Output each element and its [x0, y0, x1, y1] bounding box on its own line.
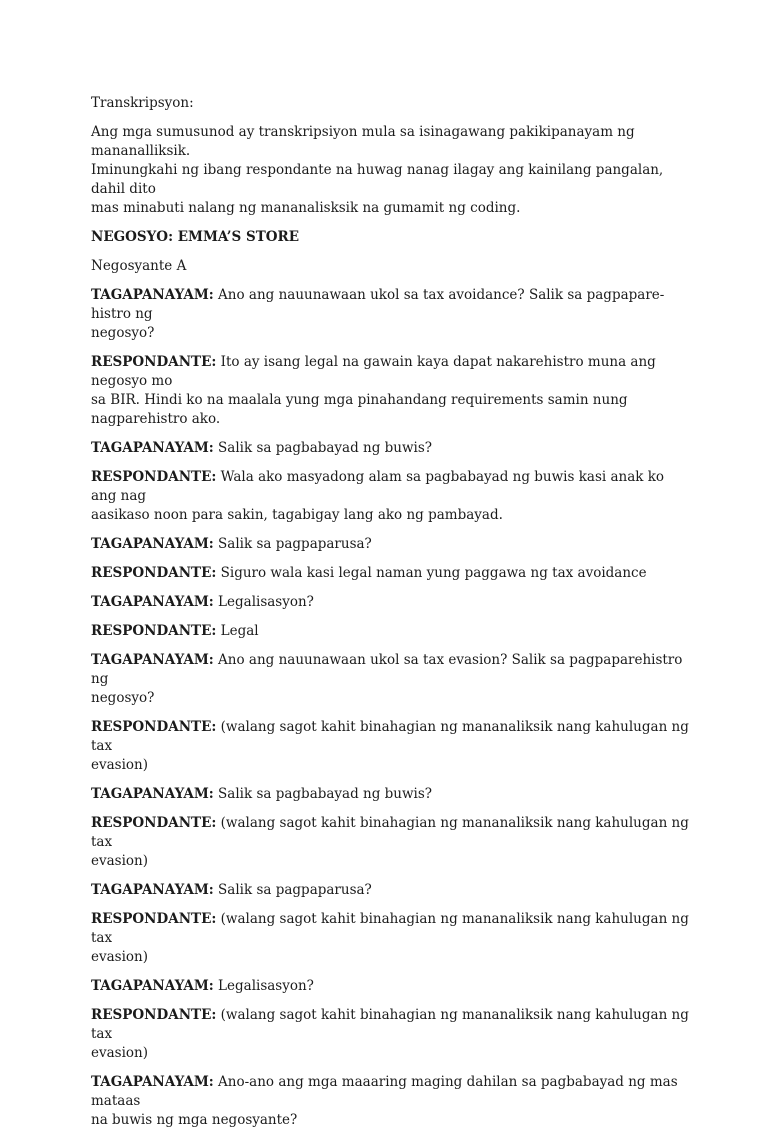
transcript-line: Ano-ano ang mga maaaring maging dahilan sa pagbabayad ng mas mataas — [91, 1074, 678, 1109]
transcript-line: aasikaso noon para sakin, tagabigay lang ako ng pambayad. — [91, 507, 503, 523]
transcript-line: evasion) — [91, 949, 148, 965]
intro-paragraph — [91, 123, 681, 218]
transcript-paragraph — [91, 353, 691, 429]
transcript-paragraph — [91, 439, 691, 458]
intro-line: Ang mga sumusunod ay transkripsiyon mula sa isinagawang pakikipanayam ng mananalliksik. — [91, 124, 635, 159]
heading: Transkripsyon: — [91, 95, 194, 111]
transcript-line: Salik sa pagbabayad ng buwis? — [218, 786, 433, 802]
business-title: NEGOSYO: EMMA’S STORE — [91, 229, 300, 245]
transcript-line: evasion) — [91, 853, 148, 869]
transcript-paragraph — [91, 785, 691, 804]
transcript-paragraph — [91, 535, 691, 554]
transcript-line: evasion) — [91, 1045, 148, 1061]
respondent-label: RESPONDANTE: — [91, 815, 217, 831]
transcript-line: (walang sagot kahit binahagian ng mananaliksik nang kahulugan ng tax — [91, 719, 689, 754]
respondent-label: RESPONDANTE: — [91, 719, 217, 735]
interviewer-label: TAGAPANAYAM: — [91, 1074, 214, 1090]
transcript-line: Legalisasyon? — [218, 978, 314, 994]
respondent-label: RESPONDANTE: — [91, 469, 217, 485]
transcript-line: (walang sagot kahit binahagian ng mananaliksik nang kahulugan ng tax — [91, 911, 689, 946]
transcript-line: (walang sagot kahit binahagian ng mananaliksik nang kahulugan ng tax — [91, 815, 689, 850]
document-page — [91, 94, 691, 1140]
transcript-paragraph — [91, 881, 691, 900]
transcript-paragraph — [91, 622, 691, 641]
transcript-line: negosyo? — [91, 690, 155, 706]
respondent-label: RESPONDANTE: — [91, 354, 217, 370]
transcript-paragraph — [91, 286, 691, 343]
transcript-line: Wala ako masyadong alam sa pagbabayad ng buwis kasi anak ko ang nag — [91, 469, 665, 504]
transcript-paragraph — [91, 977, 691, 996]
transcript-paragraph — [91, 718, 691, 775]
transcript-line: Legal — [220, 623, 259, 639]
intro-line: mas minabuti nalang ng mananalisksik na gumamit ng coding. — [91, 200, 521, 216]
transcript-line: (walang sagot kahit binahagian ng mananaliksik nang kahulugan ng tax — [91, 1007, 689, 1042]
transcript-line: Ito ay isang legal na gawain kaya dapat nakarehistro muna ang negosyo mo — [91, 354, 656, 389]
transcript-paragraph — [91, 651, 691, 708]
transcript-paragraph — [91, 564, 691, 583]
interviewer-label: TAGAPANAYAM: — [91, 652, 214, 668]
transcript-line: Salik sa pagbabayad ng buwis? — [218, 440, 433, 456]
subject-label: Negosyante A — [91, 258, 187, 274]
interviewer-label: TAGAPANAYAM: — [91, 594, 214, 610]
transcript-line: Ano ang nauunawaan ukol sa tax evasion? Salik sa pagpaparehistro ng — [91, 652, 683, 687]
transcript-line: evasion) — [91, 757, 148, 773]
transcript-paragraph — [91, 814, 691, 871]
transcript-line: Siguro wala kasi legal naman yung paggawa ng tax avoidance — [220, 565, 647, 581]
respondent-label: RESPONDANTE: — [91, 623, 217, 639]
transcript-line: sa BIR. Hindi ko na maalala yung mga pinahandang requirements samin nung nagparehistro ako. — [91, 392, 628, 427]
transcript-paragraph — [91, 910, 691, 967]
transcript-line: Legalisasyon? — [218, 594, 314, 610]
interviewer-label: TAGAPANAYAM: — [91, 882, 214, 898]
intro-line: Iminungkahi ng ibang respondante na huwag nanag ilagay ang kainilang pangalan, dahil dito — [91, 162, 664, 197]
transcript-paragraph — [91, 593, 691, 612]
transcript-line: na buwis ng mga negosyante? — [91, 1112, 298, 1128]
transcript-paragraph — [91, 1073, 691, 1130]
transcript-line: negosyo? — [91, 325, 155, 341]
transcript-line: Salik sa pagpaparusa? — [218, 882, 372, 898]
respondent-label: RESPONDANTE: — [91, 565, 217, 581]
transcript-exchanges — [91, 286, 691, 1130]
transcript-line: Ano ang nauunawaan ukol sa tax avoidance? Salik sa pagpaparehistro ng — [91, 287, 665, 322]
transcript-paragraph — [91, 468, 691, 525]
interviewer-label: TAGAPANAYAM: — [91, 536, 214, 552]
respondent-label: RESPONDANTE: — [91, 911, 217, 927]
interviewer-label: TAGAPANAYAM: — [91, 786, 214, 802]
respondent-label: RESPONDANTE: — [91, 1007, 217, 1023]
transcript-paragraph — [91, 1006, 691, 1063]
interviewer-label: TAGAPANAYAM: — [91, 287, 214, 303]
transcript-line: Salik sa pagpaparusa? — [218, 536, 372, 552]
interviewer-label: TAGAPANAYAM: — [91, 978, 214, 994]
interviewer-label: TAGAPANAYAM: — [91, 440, 214, 456]
